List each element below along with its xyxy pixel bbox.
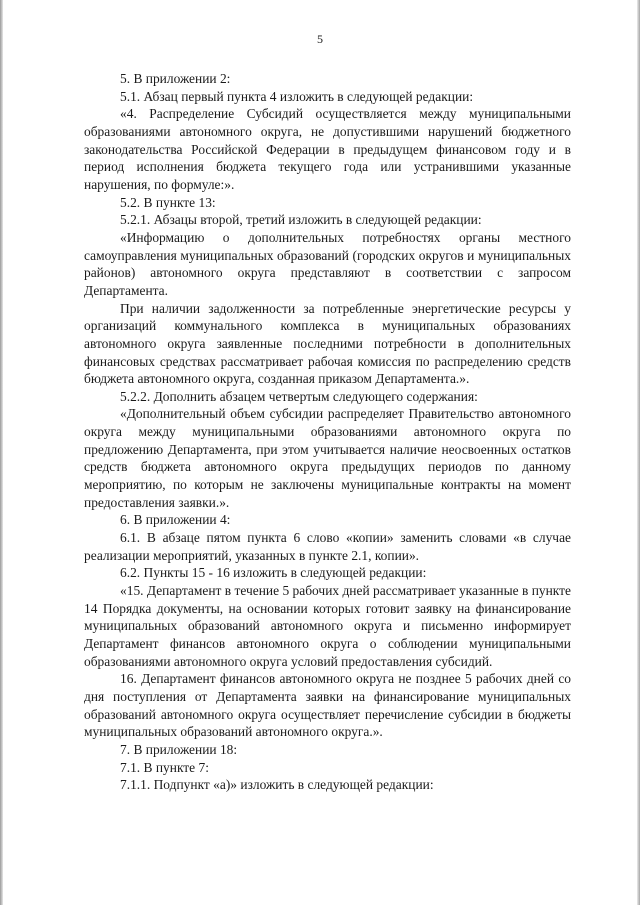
paragraph-16: 16. Департамент финансов автономного округа не позднее 5 рабочих дней со дня поступления от Департамента заявки на финансирование муниципальных образований автономного округа осуществляет перечисление субсидии в бюджеты муниципальных образований автономного округа.». xyxy=(84,671,571,740)
paragraph-5: 5. В приложении 2: xyxy=(120,71,231,86)
paragraph-7: 7. В приложении 18: xyxy=(120,741,238,757)
paragraph-6-1: 6.1. В абзаце пятом пункта 6 слово «копии» заменить словами «в случае реализации мероприятий, указанных в пункте 2.1, копии». xyxy=(84,530,571,563)
paragraph-5-1: 5.1. Абзац первый пункта 4 изложить в следующей редакции: xyxy=(120,88,474,104)
page-number: 5 xyxy=(317,32,323,46)
paragraph-6: 6. В приложении 4: xyxy=(120,512,231,528)
paragraph-5-2-1: 5.2.1. Абзацы второй, третий изложить в следующей редакции: xyxy=(120,212,482,228)
paragraph-7-1: 7.1. В пункте 7: xyxy=(120,759,209,775)
paragraph-debt: При наличии задолженности за потребленные энергетические ресурсы у организаций коммунального комплекса в муниципальных образованиях автономного округа заявленные последними потребности в дополнительных финансовых средствах рассматривает рабочая комиссия по распределению средств бюджета автономного округа, созданная приказом Департамента.». xyxy=(84,300,571,387)
paragraph-6-2: 6.2. Пункты 15 - 16 изложить в следующей редакции: xyxy=(120,565,427,581)
paragraph-5-2: 5.2. В пункте 13: xyxy=(120,194,216,210)
paragraph-quote-4: «4. Распределение Субсидий осуществляется между муниципальными образованиями автономного округа, не допустившими нарушений бюджетного законодательства Российской Федерации в предыдущем финансовом году и в период исполнения бюджета текущего года или устранившими указанные нарушения, по формуле:». xyxy=(84,106,571,192)
scan-edge-left xyxy=(0,0,3,905)
paragraph-5-2-2: 5.2.2. Дополнить абзацем четвертым следующего содержания: xyxy=(120,388,478,404)
paragraph-quote-additional: «Дополнительный объем субсидии распределяет Правительство автономного округа между муниципальными образованиями автономного округа по предложению Департамента, при этом учитывается наличие неосвоенных остатков средств бюджета автономного округа предыдущих периодов по данному мероприятию, по которым не заключены муниципальные контракты на момент предоставления заявки.». xyxy=(84,406,571,510)
paragraph-quote-15: «15. Департамент в течение 5 рабочих дней рассматривает указанные в пункте 14 Порядка документы, на основании которых готовит заявку на финансирование муниципальных образований автономного округа и письменно информирует Департамент финансов автономного округа о соблюдении муниципальными образованиями автономного округа условий предоставления субсидий. xyxy=(84,583,571,669)
paragraph-7-1-1: 7.1.1. Подпункт «а)» изложить в следующей редакции: xyxy=(120,777,434,793)
document-body xyxy=(84,70,571,794)
paragraph-quote-information: «Информацию о дополнительных потребностях органы местного самоуправления муниципальных образований (городских округов и муниципальных районов) автономного округа представляют в соответствии с запросом Департамента. xyxy=(84,229,571,298)
